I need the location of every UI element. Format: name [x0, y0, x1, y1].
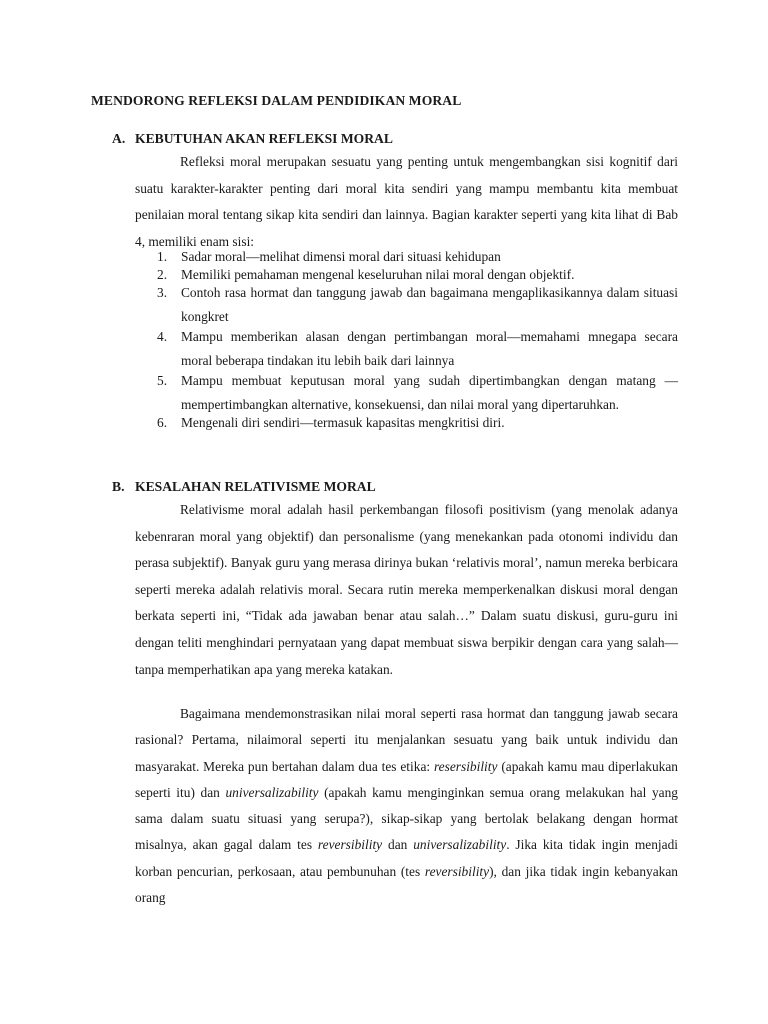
list-text: Sadar moral—melihat dimensi moral dari situasi kehidupan — [181, 249, 501, 264]
list-number: 3. — [157, 285, 168, 300]
section-b-title: KESALAHAN RELATIVISME MORAL — [135, 479, 376, 494]
section-b-paragraph-2 — [135, 701, 678, 911]
karakter-list — [135, 248, 678, 432]
section-a-heading — [112, 131, 393, 147]
document-title: MENDORONG REFLEKSI DALAM PENDIDIKAN MORAL — [91, 93, 462, 108]
italic-term: reversibility — [424, 863, 490, 879]
list-number: 2. — [157, 267, 168, 282]
italic-term: universalizability — [225, 784, 319, 800]
list-text: Mampu membuat keputusan moral yang sudah dipertimbangkan dengan matang —mempertimbangkan alternative, konsekuensi, dan nilai moral yang dipertaruhkan. — [181, 373, 678, 412]
paragraph-text: (apakah kamu menginginkan semua orang melakukan hal yang sama dalam suatu situasi yang serupa?), sikap-sikap yang bertolak belakang dengan hormat misalnya, akan gagal dalam tes — [135, 784, 678, 853]
paragraph-text: . Jika kita tidak ingin menjadi korban pencurian, perkosaan, atau pembunuhan (tes — [135, 837, 678, 879]
list-item — [135, 248, 678, 266]
section-b-body-2 — [135, 701, 678, 911]
list-item — [135, 414, 678, 432]
section-a-label: A. — [112, 131, 126, 146]
section-b-label: B. — [112, 479, 125, 494]
list-item — [135, 281, 678, 328]
paragraph-text: Bagaimana mendemonstrasikan nilai moral seperti rasa hormat dan tanggung jawab secara rasional? Pertama, nilaimoral seperti itu menjalankan sesuatu yang baik untuk individu dan masyarakat. Mereka pun bertahan dalam dua tes etika: — [135, 706, 678, 774]
list-text: Mampu memberikan alasan dengan pertimbangan moral—memahami mnegapa secara moral beberapa tindakan itu lebih baik dari lainnya — [181, 329, 678, 368]
list-number: 5. — [157, 373, 168, 388]
paragraph-text: (apakah kamu mau diperlakukan seperti itu) dan — [135, 758, 678, 800]
list-text: Contoh rasa hormat dan tanggung jawab dan bagaimana mengaplikasikannya dalam situasi kongkret — [181, 285, 678, 324]
italic-term: resersibility — [433, 758, 498, 774]
list-text: Memiliki pemahaman mengenal keseluruhan nilai moral dengan objektif. — [181, 267, 575, 282]
list-text: Mengenali diri sendiri—termasuk kapasitas mengkritisi diri. — [181, 415, 505, 430]
section-b-paragraph-1: Relativisme moral adalah hasil perkembangan filosofi positivism (yang menolak adanya kebenraran moral yang objektif) dan personalisme (yang menekankan pada otonomi individu dan perasa subjektif). Banyak guru yang merasa dirinya bukan ‘relativis moral’, namun mereka berbicara seperti mereka adalah relativis moral. Secara rutin mereka memperkenalkan diskusi moral dengan berkata seperti ini, “Tidak ada jawaban benar atau salah…” Dalam suatu diskusi, guru-guru ini dengan teliti menghindari pernyataan yang dapat membuat siswa berpikir dengan cara yang salah—tanpa memperhatikan apa yang mereka katakan. — [135, 502, 678, 677]
paragraph-text: dan — [382, 837, 414, 853]
section-a-paragraph: Refleksi moral merupakan sesuatu yang penting untuk mengembangkan sisi kognitif dari suatu karakter-karakter penting dari moral kita sendiri yang mampu membantu kita membuat penilaian moral tentang sikap kita sendiri dan lainnya. Bagian karakter seperti yang kita lihat di Bab 4, memiliki enam sisi: — [135, 154, 678, 249]
list-item — [135, 325, 678, 372]
section-b-body-1 — [135, 497, 678, 683]
list-number: 1. — [157, 249, 168, 264]
paragraph-text: ), dan jika tidak ingin kebanyakan orang — [135, 863, 678, 906]
list-number: 6. — [157, 415, 168, 430]
section-a-body — [135, 149, 678, 255]
italic-term: reversibility — [317, 837, 383, 853]
list-item — [135, 369, 678, 416]
section-a-title: KEBUTUHAN AKAN REFLEKSI MORAL — [135, 131, 393, 146]
section-b-heading — [112, 479, 376, 495]
list-number: 4. — [157, 329, 168, 344]
italic-term: universalizability — [413, 837, 507, 853]
